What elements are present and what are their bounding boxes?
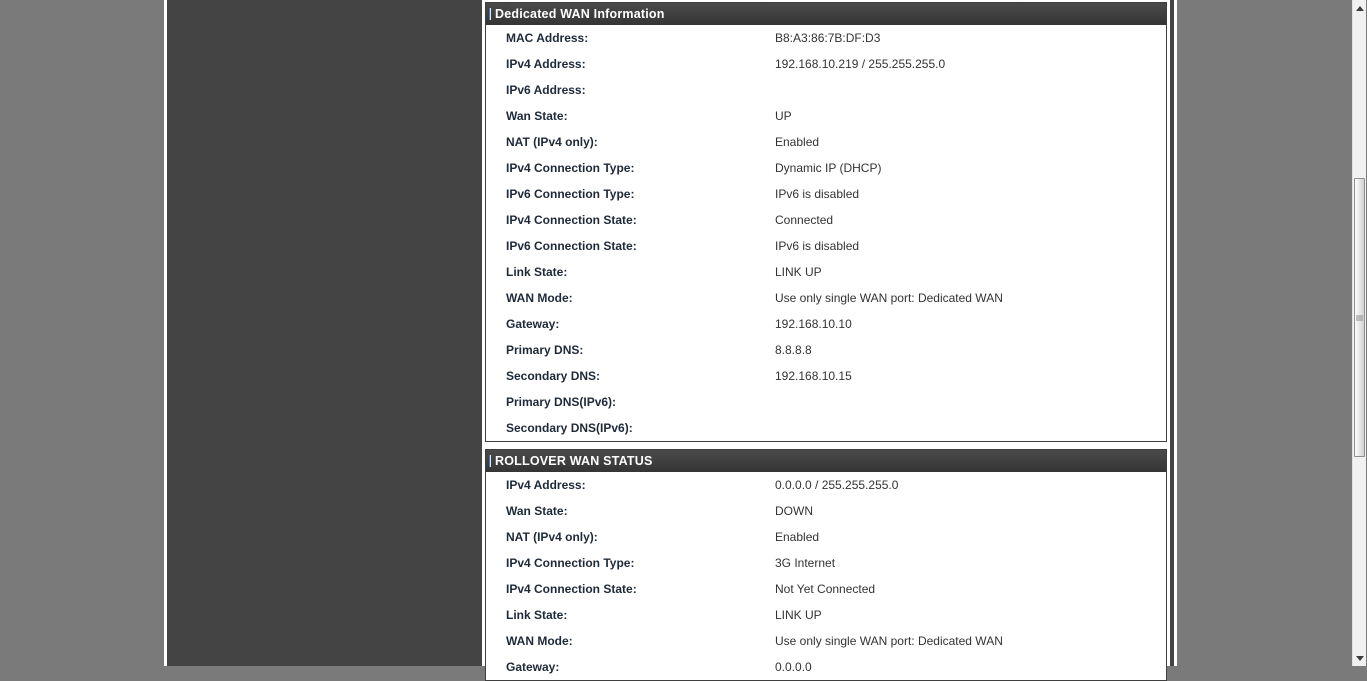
info-row-primary-dns [486, 337, 1166, 363]
section-header [486, 450, 1166, 472]
field-value: Connected [775, 213, 834, 227]
info-row-wan-mode [486, 285, 1166, 311]
field-label: IPv4 Connection State: [506, 582, 637, 596]
field-value: 8.8.8.8 [775, 343, 812, 357]
field-label: IPv6 Address: [506, 83, 586, 97]
field-value: 192.168.10.219 / 255.255.255.0 [775, 57, 946, 71]
down-arrow-icon [1356, 656, 1364, 661]
field-value: UP [775, 109, 792, 123]
up-arrow-icon [1356, 6, 1364, 11]
field-value: B8:A3:86:7B:DF:D3 [775, 31, 881, 45]
field-value: Dynamic IP (DHCP) [775, 161, 882, 175]
field-label: Secondary DNS(IPv6): [506, 421, 633, 435]
field-label: NAT (IPv4 only): [506, 530, 598, 544]
field-value: IPv6 is disabled [775, 239, 860, 253]
field-value: Use only single WAN port: Dedicated WAN [775, 634, 1003, 648]
info-row-nat [486, 524, 1166, 550]
info-row-ipv6-connection-state [486, 233, 1166, 259]
field-label: IPv4 Address: [506, 57, 586, 71]
field-label: Gateway: [506, 660, 560, 674]
scroll-down-button[interactable] [1353, 650, 1367, 666]
info-row-gateway [486, 654, 1166, 680]
field-value: 192.168.10.10 [775, 317, 852, 331]
info-row-wan-mode [486, 628, 1166, 654]
field-value: 3G Internet [775, 556, 836, 570]
section-title: ROLLOVER WAN STATUS [495, 454, 653, 468]
info-row-ipv6-connection-type [486, 181, 1166, 207]
field-value: LINK UP [775, 608, 822, 622]
info-row-link-state [486, 602, 1166, 628]
field-value: LINK UP [775, 265, 822, 279]
field-value: Not Yet Connected [775, 582, 876, 596]
scroll-up-button[interactable] [1353, 0, 1367, 16]
field-label: Primary DNS(IPv6): [506, 395, 617, 409]
field-label: IPv4 Connection Type: [506, 161, 635, 175]
section-dedicated-wan [485, 2, 1167, 442]
section-title: Dedicated WAN Information [495, 7, 665, 21]
field-label: IPv6 Connection Type: [506, 187, 635, 201]
page-background [164, 0, 1177, 674]
info-row-primary-dns-ipv6 [486, 389, 1166, 415]
info-row-ipv4-connection-state [486, 207, 1166, 233]
field-label: Wan State: [506, 109, 568, 123]
field-label: MAC Address: [506, 31, 589, 45]
field-label: IPv4 Address: [506, 478, 586, 492]
info-row-gateway [486, 311, 1166, 337]
field-value: 192.168.10.15 [775, 369, 852, 383]
field-label: WAN Mode: [506, 634, 573, 648]
scrollbar-thumb[interactable] [1354, 178, 1365, 457]
field-value: Enabled [775, 530, 820, 544]
section-header [486, 3, 1166, 25]
info-row-wan-state [486, 103, 1166, 129]
info-row-ipv4-connection-type [486, 155, 1166, 181]
section-rollover-wan [485, 449, 1167, 681]
field-value: 0.0.0.0 [775, 660, 812, 674]
field-label: Secondary DNS: [506, 369, 601, 383]
info-row-ipv4-address [486, 472, 1166, 498]
field-label: Gateway: [506, 317, 560, 331]
header-accent-icon [489, 8, 491, 20]
field-label: IPv4 Connection Type: [506, 556, 635, 570]
field-value: 0.0.0.0 / 255.255.255.0 [775, 478, 899, 492]
field-value: Enabled [775, 135, 820, 149]
field-label: Link State: [506, 608, 568, 622]
field-label: NAT (IPv4 only): [506, 135, 598, 149]
field-value: IPv6 is disabled [775, 187, 860, 201]
header-accent-icon [489, 455, 491, 467]
field-label: WAN Mode: [506, 291, 573, 305]
info-row-wan-state [486, 498, 1166, 524]
info-row-ipv6-address [486, 77, 1166, 103]
info-row-ipv4-address [486, 51, 1166, 77]
info-row-nat [486, 129, 1166, 155]
field-label: Primary DNS: [506, 343, 584, 357]
scrollbar-grip-icon [1356, 314, 1363, 321]
vertical-scrollbar[interactable] [1352, 0, 1366, 666]
info-row-link-state [486, 259, 1166, 285]
field-label: Wan State: [506, 504, 568, 518]
info-row-secondary-dns-ipv6 [486, 415, 1166, 441]
field-value: DOWN [775, 504, 813, 518]
info-row-secondary-dns [486, 363, 1166, 389]
status-content-panel [482, 0, 1170, 674]
info-row-ipv4-connection-state [486, 576, 1166, 602]
field-value: Use only single WAN port: Dedicated WAN [775, 291, 1003, 305]
field-label: Link State: [506, 265, 568, 279]
info-row-ipv4-connection-type [486, 550, 1166, 576]
field-label: IPv6 Connection State: [506, 239, 637, 253]
field-label: IPv4 Connection State: [506, 213, 637, 227]
info-row-mac-address [486, 25, 1166, 51]
